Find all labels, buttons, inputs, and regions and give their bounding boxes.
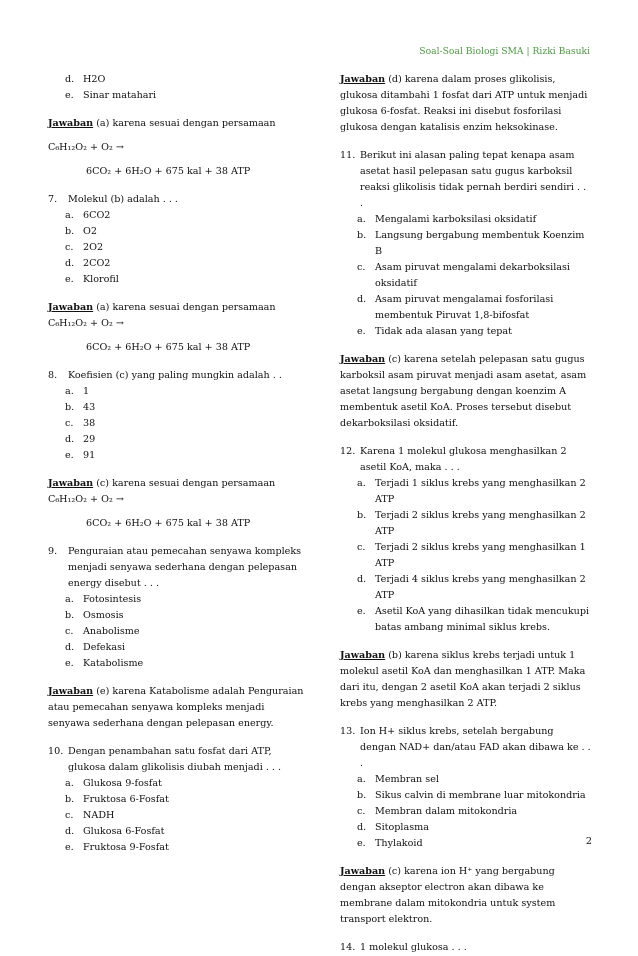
option: a. 1 bbox=[65, 386, 90, 397]
question-7: 7. Molekul (b) adalah . . . bbox=[48, 194, 178, 205]
option: b. Langsung bergabung membentuk Koenzim B bbox=[357, 230, 585, 257]
option: b. 43 bbox=[65, 402, 96, 413]
option: a. Mengalami karboksilasi oksidatif bbox=[357, 214, 537, 225]
option: b. Osmosis bbox=[65, 610, 124, 621]
option: e. Sinar matahari bbox=[65, 90, 157, 101]
option: a. Glukosa 9-fosfat bbox=[65, 778, 162, 789]
option: b. O2 bbox=[65, 226, 97, 237]
question-13: 13. Ion H+ siklus krebs, setelah bergabung dengan NAD+ dan/atau FAD akan dibawa ke . . . bbox=[340, 726, 591, 769]
option: c. Terjadi 2 siklus krebs yang menghasilkan 1 ATP bbox=[357, 542, 586, 569]
option: d. Glukosa 6-Fosfat bbox=[65, 826, 165, 837]
answer-6-equation-2: 6CO₂ + 6H₂O + 675 kal + 38 ATP bbox=[86, 166, 251, 177]
answer-13: Jawaban (c) karena ion H⁺ yang bergabung dengan akseptor electron akan dibawa ke membrane dalam mitokondria untuk system transport elektron. bbox=[340, 866, 556, 925]
page-number: 2 bbox=[585, 836, 592, 847]
option: e. Thylakoid bbox=[357, 838, 423, 849]
answer-8-equation: 6CO₂ + 6H₂O + 675 kal + 38 ATP bbox=[86, 518, 251, 529]
question-8: 8. Koefisien (c) yang paling mungkin adalah . . bbox=[48, 370, 282, 381]
answer-7: Jawaban (a) karena sesuai dengan persamaan C₆H₁₂O₂ + O₂ → bbox=[48, 302, 276, 329]
option: e. Klorofil bbox=[65, 274, 119, 285]
option: c. 38 bbox=[65, 418, 96, 429]
question-11: 11. Berikut ini alasan paling tepat kenapa asam asetat hasil pelepasan satu gugus karboksil reaksi glikolisis tidak pernah berdiri sendiri . . . bbox=[340, 150, 587, 209]
option: a. Terjadi 1 siklus krebs yang menghasilkan 2 ATP bbox=[357, 478, 586, 505]
answer-6: Jawaban (a) karena sesuai dengan persamaan bbox=[48, 118, 276, 129]
option: d. Asam piruvat mengalamai fosforilasi membentuk Piruvat 1,8-bifosfat bbox=[357, 294, 554, 321]
answer-6-equation-1: C₆H₁₂O₂ + O₂ → bbox=[48, 142, 124, 153]
option: b. Sikus calvin di membrane luar mitokondria bbox=[357, 790, 586, 801]
answer-7-equation: 6CO₂ + 6H₂O + 675 kal + 38 ATP bbox=[86, 342, 251, 353]
option: d. Sitoplasma bbox=[357, 822, 429, 833]
question-12: 12. Karena 1 molekul glukosa menghasilkan 2 asetil KoA, maka . . . bbox=[340, 446, 567, 473]
option: c. NADH bbox=[65, 810, 115, 821]
answer-10: Jawaban (d) karena dalam proses glikolisis, glukosa ditambahi 1 fosfat dari ATP untuk menjadi glukosa 6-fosfat. Reaksi ini disebut fosforilasi glukosa dengan katalisis enzim heksokinase. bbox=[340, 74, 588, 133]
answer-12: Jawaban (b) karena siklus krebs terjadi untuk 1 molekul asetil KoA dan menghasilkan 1 ATP. Maka dari itu, dengan 2 asetil KoA akan terjadi 2 siklus krebs yang menghasilkan 2 ATP. bbox=[340, 650, 586, 709]
option: c. Asam piruvat mengalami dekarboksilasi oksidatif bbox=[357, 262, 570, 289]
question-6-tail-options bbox=[48, 72, 306, 104]
answer-11: Jawaban (c) karena setelah pelepasan satu gugus karboksil asam piruvat menjadi asam asetat, asam asetat langsung bergabung dengan koenzim A membentuk asetil KoA. Proses tersebut disebut dekarboksilasi oksidatif. bbox=[340, 354, 587, 429]
answer-8: Jawaban (c) karena sesuai dengan persamaan C₆H₁₂O₂ + O₂ → bbox=[48, 478, 276, 505]
page-header: Soal-Soal Biologi SMA | Rizki Basuki bbox=[419, 46, 590, 57]
option: b. Fruktosa 6-Fosfat bbox=[65, 794, 169, 805]
option: d. H2O bbox=[65, 74, 106, 85]
option: a. 6CO2 bbox=[65, 210, 111, 221]
question-14: 14. 1 molekul glukosa . . . bbox=[340, 942, 467, 953]
option: d. Defekasi bbox=[65, 642, 126, 653]
option: e. Asetil KoA yang dihasilkan tidak mencukupi batas ambang minimal siklus krebs. bbox=[357, 606, 590, 633]
option: a. Fotosintesis bbox=[65, 594, 142, 605]
question-10: 10. Dengan penambahan satu fosfat dari ATP, glukosa dalam glikolisis diubah menjadi . . . bbox=[48, 746, 282, 773]
option: e. 91 bbox=[65, 450, 96, 461]
answer-9: Jawaban (e) karena Katabolisme adalah Penguraian atau pemecahan senyawa kompleks menjadi senyawa sederhana dengan pelepasan energy. bbox=[48, 686, 304, 729]
option: b. Terjadi 2 siklus krebs yang menghasilkan 2 ATP bbox=[357, 510, 586, 537]
option: e. Katabolisme bbox=[65, 658, 144, 669]
option: d. 2CO2 bbox=[65, 258, 111, 269]
option: e. Fruktosa 9-Fosfat bbox=[65, 842, 169, 853]
option: c. Membran dalam mitokondria bbox=[357, 806, 518, 817]
option: d. Terjadi 4 siklus krebs yang menghasilkan 2 ATP bbox=[357, 574, 586, 601]
question-9: 9. Penguraian atau pemecahan senyawa kompleks menjadi senyawa sederhana dengan pelepasan energy disebut . . . bbox=[48, 546, 302, 589]
option: c. Anabolisme bbox=[65, 626, 140, 637]
left-column bbox=[48, 72, 306, 856]
option: d. 29 bbox=[65, 434, 96, 445]
option: e. Tidak ada alasan yang tepat bbox=[357, 326, 512, 337]
option: a. Membran sel bbox=[357, 774, 439, 785]
option: c. 2O2 bbox=[65, 242, 104, 253]
right-column bbox=[340, 72, 592, 956]
